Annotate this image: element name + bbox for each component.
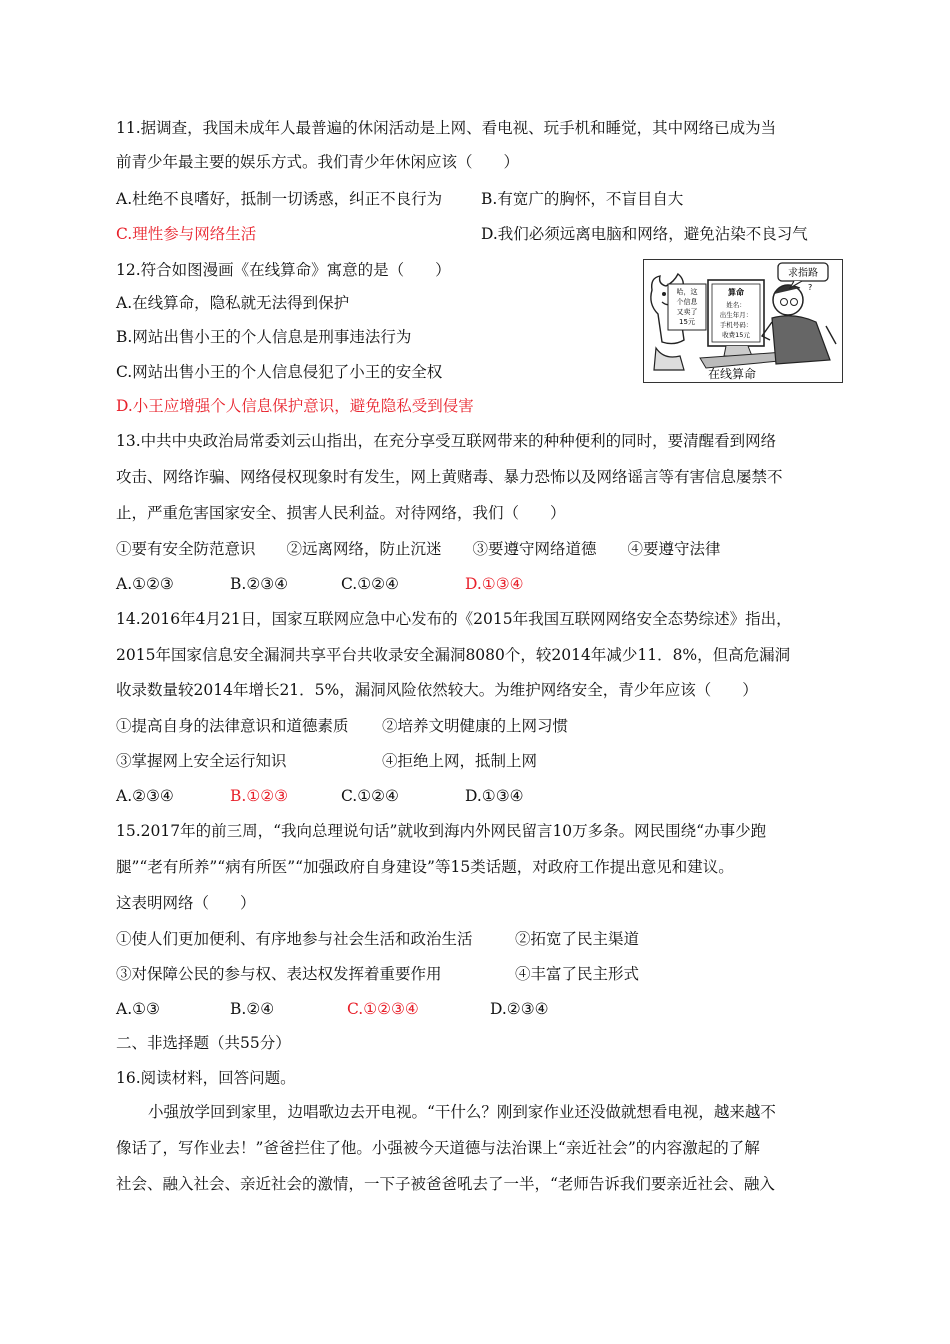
sign-line1: 姓名： (726, 301, 746, 309)
svg-text:?: ? (808, 283, 813, 292)
section-2-heading: 二、非选择题（共55分） (116, 1034, 291, 1052)
q14-option-a: A.②③④ (116, 787, 174, 805)
q15-item-2: ②拓宽了民主渠道 (515, 930, 640, 948)
q13-option-d-answer: D.①③④ (465, 575, 524, 593)
q15-option-c-answer: C.①②③④ (347, 1000, 419, 1018)
q11-option-d: D.我们必须远离电脑和网络，避免沾染不良习气 (481, 225, 808, 243)
q14-option-c: C.①②④ (341, 787, 399, 805)
online-fortune-telling-cartoon (643, 259, 843, 383)
q13-items: ①要有安全防范意识 ②远离网络，防止沉迷 ③要遵守网络道德 ④要遵守法律 (116, 540, 721, 558)
q15-option-b: B.②④ (230, 1000, 275, 1018)
q11-option-c-answer: C.理性参与网络生活 (116, 225, 257, 243)
q16-stem: 16.阅读材料，回答问题。 (116, 1069, 296, 1087)
q12-option-a: A.在线算命，隐私就无法得到保护 (116, 294, 350, 312)
q15-option-d: D.②③④ (490, 1000, 549, 1018)
q15-item-1: ①使人们更加便利、有序地参与社会生活和政治生活 (116, 930, 473, 948)
q14-stem-line3: 收录数量较2014年增长21．5%，漏洞风险依然较大。为维护网络安全，青少年应该（ ） (116, 681, 758, 699)
sign-line4: 收费15元 (722, 331, 750, 339)
devil-note-line1: 哈，这 (676, 288, 698, 296)
q15-stem-line1: 15.2017年的前三周，“我向总理说句话”就收到海内外网民留言10万多条。网民围绕“办事少跑 (116, 822, 767, 840)
cartoon-caption: 在线算命 (707, 367, 757, 381)
sign-line2: 出生年月： (719, 311, 753, 319)
q14-stem-line2: 2015年国家信息安全漏洞共享平台共收录安全漏洞8080个，较2014年减少11．8%，但高危漏洞 (116, 646, 791, 664)
q15-stem-line2: 腿”“老有所养”“病有所医”“加强政府自身建设”等15类话题，对政府工作提出意见和建议。 (116, 858, 734, 876)
q16-passage-line2: 像话了，写作业去！”爸爸拦住了他。小强被今天道德与法治课上“亲近社会”的内容激起的了解 (116, 1139, 760, 1157)
speech-bubble-text: 求指路 (788, 268, 818, 279)
q16-passage-line1: 小强放学回到家里，边唱歌边去开电视。“干什么？刚到家作业还没做就想看电视，越来越不 (148, 1103, 776, 1121)
q15-item-3: ③对保障公民的参与权、表达权发挥着重要作用 (116, 965, 442, 983)
q15-item-4: ④丰富了民主形式 (515, 965, 640, 983)
q14-item-3: ③掌握网上安全运行知识 (116, 752, 287, 770)
q12-stem: 12.符合如图漫画《在线算命》寓意的是（ ） (116, 261, 451, 279)
q13-option-b: B.②③④ (230, 575, 289, 593)
q11-option-a: A.杜绝不良嗜好，抵制一切诱惑，纠正不良行为 (116, 190, 443, 208)
q14-item-2: ②培养文明健康的上网习惯 (382, 717, 569, 735)
q12-option-b: B.网站出售小王的个人信息是刑事违法行为 (116, 328, 412, 346)
q13-stem-line2: 攻击、网络诈骗、网络侵权现象时有发生，网上黄赌毒、暴力恐怖以及网络谣言等有害信息屡禁不 (116, 468, 783, 486)
q12-option-d-answer: D.小王应增强个人信息保护意识，避免隐私受到侵害 (116, 397, 474, 415)
q11-stem-line1: 11.据调查，我国未成年人最普遍的休闲活动是上网、看电视、玩手机和睡觉，其中网络已成为当 (116, 119, 777, 137)
q14-item-1: ①提高自身的法律意识和道德素质 (116, 717, 349, 735)
q13-option-c: C.①②④ (341, 575, 399, 593)
sign-line3: 手机号码： (719, 321, 753, 329)
q15-option-a: A.①③ (116, 1000, 160, 1018)
q13-stem-line1: 13.中共中央政治局常委刘云山指出，在充分享受互联网带来的种种便利的同时，要清醒看到网络 (116, 432, 777, 450)
q14-stem-line1: 14.2016年4月21日，国家互联网应急中心发布的《2015年我国互联网网络安全态势综述》指出， (116, 610, 792, 628)
q12-option-c: C.网站出售小王的个人信息侵犯了小王的安全权 (116, 363, 443, 381)
q11-option-b: B.有宽广的胸怀，不盲目自大 (481, 190, 684, 208)
q14-item-4: ④拒绝上网，抵制上网 (382, 752, 538, 770)
devil-note-line4: 15元 (679, 318, 695, 326)
q15-stem-line3: 这表明网络（ ） (116, 894, 256, 912)
q14-option-b-answer: B.①②③ (230, 787, 289, 805)
devil-note-line3: 又卖了 (676, 308, 698, 316)
q13-stem-line3: 止，严重危害国家安全、损害人民利益。对待网络，我们（ ） (116, 504, 566, 522)
worried-man-icon (762, 283, 836, 364)
q11-stem-line2: 前青少年最主要的娱乐方式。我们青少年休闲应该（ ） (116, 153, 520, 171)
devil-note-line2: 个信息 (676, 298, 698, 306)
sign-title: 算命 (728, 288, 744, 297)
q16-passage-line3: 社会、融入社会、亲近社会的激情，一下子被爸爸吼去了一半，“老师告诉我们要亲近社会、融入 (116, 1175, 775, 1193)
q13-option-a: A.①②③ (116, 575, 174, 593)
q14-option-d: D.①③④ (465, 787, 524, 805)
